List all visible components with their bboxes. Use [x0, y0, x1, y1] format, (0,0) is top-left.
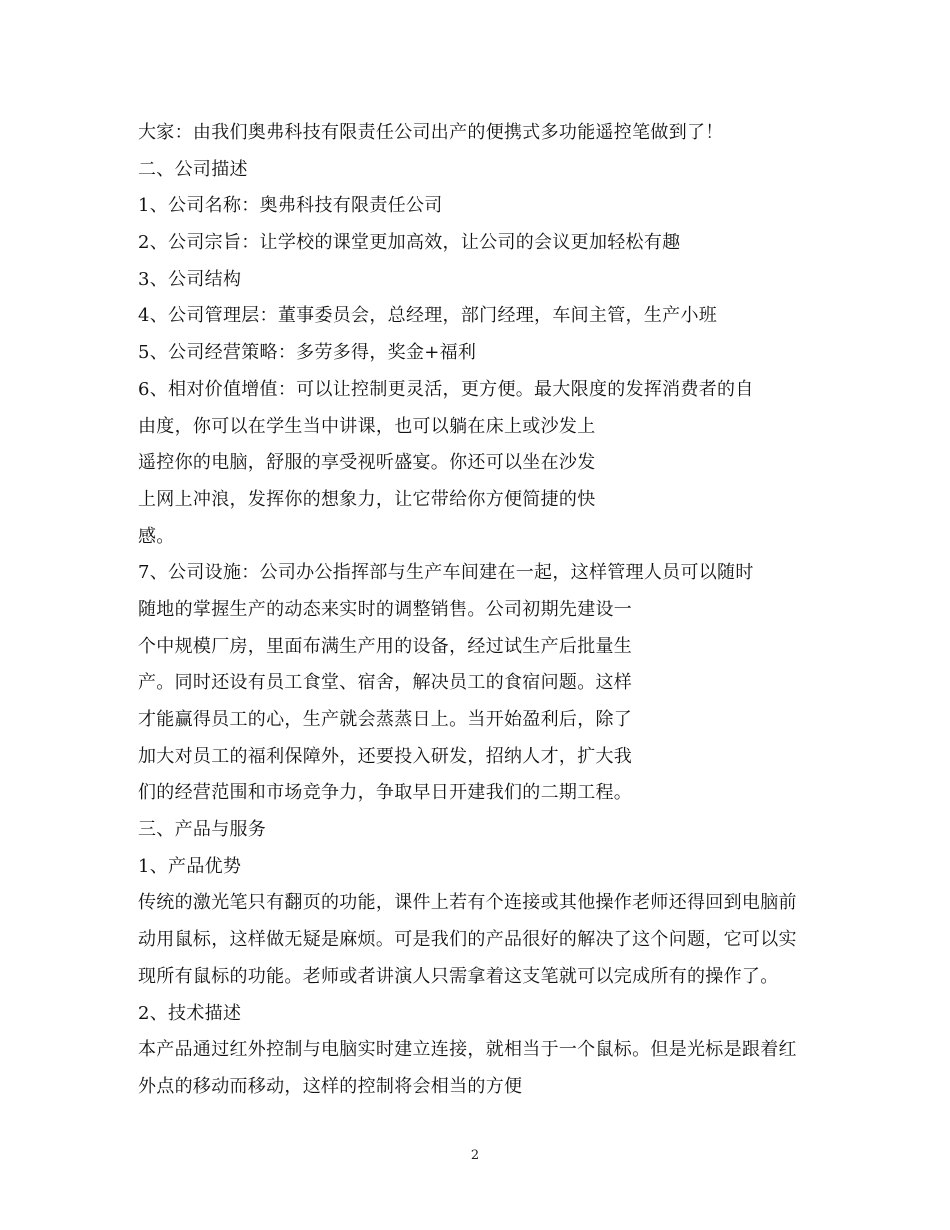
- text-line: 上网上冲浪，发挥你的想象力，让它带给你方便简捷的快: [138, 488, 596, 510]
- text-line: 个中规模厂房，里面布满生产用的设备，经过试生产后批量生: [138, 635, 633, 657]
- text-line: 大家：由我们奥弗科技有限责任公司出产的便携式多功能遥控笔做到了！: [138, 122, 724, 143]
- section-heading: 二、公司描述: [138, 158, 248, 180]
- text-line: 1、公司名称：奥弗科技有限责任公司: [138, 195, 443, 217]
- text-line: 遥控你的电脑，舒服的享受视听盛宴。你还可以坐在沙发: [138, 452, 596, 474]
- text-line: 随地的掌握生产的动态来实时的调整销售。公司初期先建设一: [138, 598, 633, 620]
- text-line: 7、公司设施：公司办公指挥部与生产车间建在一起，这样管理人员可以随时: [138, 562, 754, 584]
- text-line: 传统的激光笔只有翻页的功能，课件上若有个连接或其他操作老师还得回到电脑前: [138, 892, 797, 914]
- text-line: 2、公司宗旨：让学校的课堂更加高效，让公司的会议更加轻松有趣: [138, 232, 681, 254]
- text-line: 6、相对价值增值：可以让控制更灵活，更方便。最大限度的发挥消费者的自: [138, 378, 754, 400]
- text-line: 3、公司结构: [138, 268, 242, 290]
- document-body: [138, 115, 838, 1106]
- text-line: 们的经营范围和市场竞争力，争取早日开建我们的二期工程。: [138, 782, 633, 804]
- text-line: 5、公司经营策略：多劳多得，奖金+福利: [138, 342, 477, 364]
- page-number: 2: [470, 1148, 480, 1163]
- section-heading: 三、产品与服务: [138, 819, 267, 841]
- subsection-heading: 2、技术描述: [138, 1002, 242, 1024]
- text-line: 动用鼠标，这样做无疑是麻烦。可是我们的产品很好的解决了这个问题，它可以实: [138, 929, 797, 951]
- text-line: 4、公司管理层：董事委员会，总经理，部门经理，车间主管，生产小班: [138, 305, 718, 327]
- subsection-heading: 1、产品优势: [138, 855, 242, 877]
- text-line: 感。: [138, 525, 175, 547]
- text-line: 本产品通过红外控制与电脑实时建立连接，就相当于一个鼠标。但是光标是跟着红: [138, 1039, 797, 1061]
- text-line: 产。同时还设有员工食堂、宿舍，解决员工的食宿问题。这样: [138, 672, 633, 694]
- text-line: 外点的移动而移动，这样的控制将会相当的方便: [138, 1075, 523, 1097]
- text-line: 现所有鼠标的功能。老师或者讲演人只需拿着这支笔就可以完成所有的操作了。: [138, 965, 779, 987]
- text-line: 由度，你可以在学生当中讲课，也可以躺在床上或沙发上: [138, 415, 596, 437]
- text-line: 才能赢得员工的心，生产就会蒸蒸日上。当开始盈利后，除了: [138, 709, 633, 730]
- text-line: 加大对员工的福利保障外，还要投入研发，招纳人才，扩大我: [138, 745, 633, 767]
